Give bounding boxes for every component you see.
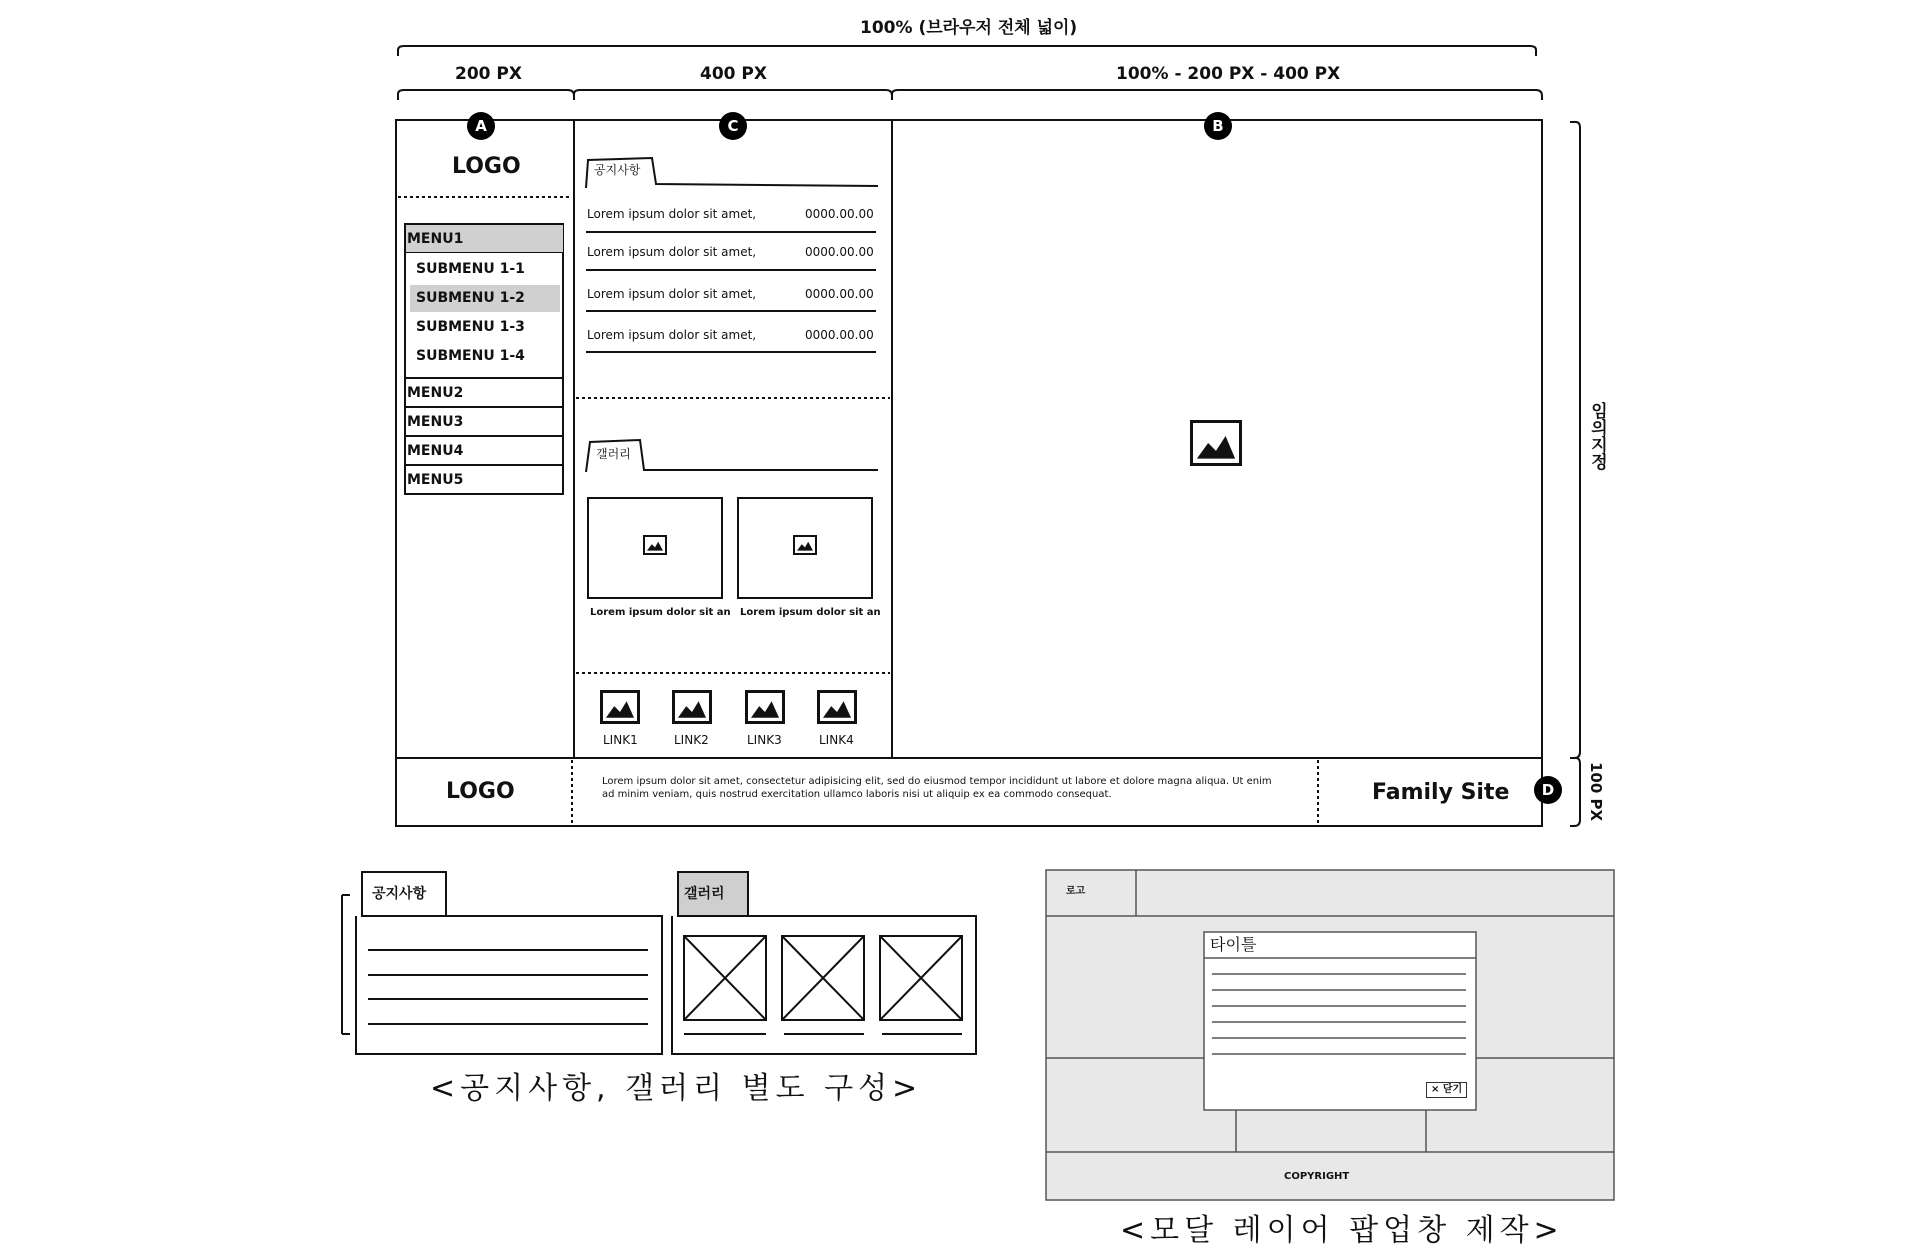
- link2-label[interactable]: LINK2: [674, 733, 709, 747]
- col-c-width-label: 400 PX: [700, 64, 767, 84]
- sidebar-menu-1[interactable]: MENU1: [407, 231, 464, 247]
- footer-text: Lorem ipsum dolor sit amet, consectetur adipisicing elit, sed do eiusmod tempor incididunt ut labore et dolore magna aliqua. Ut enim ad minim veniam, quis nostrud exercitation ullamco laboris nisi ut aliquip ex ea commodo consequat.: [602, 776, 1272, 800]
- tabs-example-notice-tab[interactable]: 공지사항: [372, 886, 427, 902]
- main-height-brace: [1570, 122, 1580, 758]
- notice-row-3-text[interactable]: Lorem ipsum dolor sit amet,: [587, 287, 757, 301]
- family-site-link[interactable]: Family Site: [1372, 780, 1510, 805]
- link3-label[interactable]: LINK3: [747, 733, 782, 747]
- modal-title: 타이틀: [1210, 935, 1257, 954]
- total-width-label: 100% (브라우저 전체 넓이): [860, 18, 1078, 38]
- main-visual-image-icon: [1190, 420, 1242, 466]
- sidebar-logo[interactable]: LOGO: [452, 154, 521, 179]
- marker-b: B: [1204, 112, 1232, 140]
- sidebar-menu-4[interactable]: MENU4: [407, 443, 464, 459]
- sidebar-submenu-1-2[interactable]: SUBMENU 1-2: [416, 290, 525, 306]
- gallery-tab[interactable]: 갤러리: [596, 447, 631, 461]
- col-a-brace: [398, 90, 574, 100]
- link4-image-icon[interactable]: [817, 690, 857, 724]
- notice-row-3-date: 0000.00.00: [805, 287, 874, 301]
- marker-c: C: [719, 112, 747, 140]
- notice-row-1-date: 0000.00.00: [805, 207, 874, 221]
- modal-example-logo: 로고: [1066, 886, 1086, 897]
- notice-row-4-date: 0000.00.00: [805, 328, 874, 342]
- col-b-brace: [892, 90, 1542, 100]
- tabs-example-caption: <공지사항, 갤러리 별도 구성>: [430, 1071, 923, 1106]
- modal-example: [1046, 870, 1614, 1200]
- sidebar-submenu-1-1[interactable]: SUBMENU 1-1: [416, 261, 525, 277]
- notice-row-2-text[interactable]: Lorem ipsum dolor sit amet,: [587, 245, 757, 259]
- gallery-image-icon-1[interactable]: [643, 535, 667, 555]
- footer-height-brace: [1570, 758, 1580, 826]
- modal-example-caption: <모달 레이어 팝업창 제작>: [1120, 1213, 1564, 1248]
- total-width-brace: [398, 46, 1536, 56]
- marker-a: A: [467, 112, 495, 140]
- sidebar-submenu-1-4[interactable]: SUBMENU 1-4: [416, 348, 525, 364]
- footer-height-label: 100 PX: [1587, 762, 1605, 822]
- notice-row-4-text[interactable]: Lorem ipsum dolor sit amet,: [587, 328, 757, 342]
- col-a-width-label: 200 PX: [455, 64, 522, 84]
- modal-close-button[interactable]: × 닫기: [1426, 1082, 1467, 1098]
- gallery-caption-2[interactable]: Lorem ipsum dolor sit an: [740, 607, 881, 618]
- notice-row-1-text[interactable]: Lorem ipsum dolor sit amet,: [587, 207, 757, 221]
- gallery-caption-1[interactable]: Lorem ipsum dolor sit an: [590, 607, 731, 618]
- link3-image-icon[interactable]: [745, 690, 785, 724]
- footer-logo[interactable]: LOGO: [446, 779, 515, 804]
- sidebar-menu-5[interactable]: MENU5: [407, 472, 464, 488]
- main-height-label: 임의지정: [1587, 402, 1607, 470]
- sidebar-submenu-1-3[interactable]: SUBMENU 1-3: [416, 319, 525, 335]
- modal-example-copyright: COPYRIGHT: [1284, 1171, 1350, 1182]
- link1-label[interactable]: LINK1: [603, 733, 638, 747]
- marker-d: D: [1534, 776, 1562, 804]
- sidebar-menu-2[interactable]: MENU2: [407, 385, 464, 401]
- notice-row-2-date: 0000.00.00: [805, 245, 874, 259]
- col-b-width-label: 100% - 200 PX - 400 PX: [1116, 64, 1341, 84]
- link1-image-icon[interactable]: [600, 690, 640, 724]
- tabs-example-gallery-tab[interactable]: 갤러리: [684, 886, 725, 902]
- link4-label[interactable]: LINK4: [819, 733, 854, 747]
- gallery-image-icon-2[interactable]: [793, 535, 817, 555]
- page-frame: [396, 120, 1542, 826]
- sidebar-menu-3[interactable]: MENU3: [407, 414, 464, 430]
- link2-image-icon[interactable]: [672, 690, 712, 724]
- col-c-brace: [574, 90, 892, 100]
- notice-tab[interactable]: 공지사항: [594, 163, 641, 177]
